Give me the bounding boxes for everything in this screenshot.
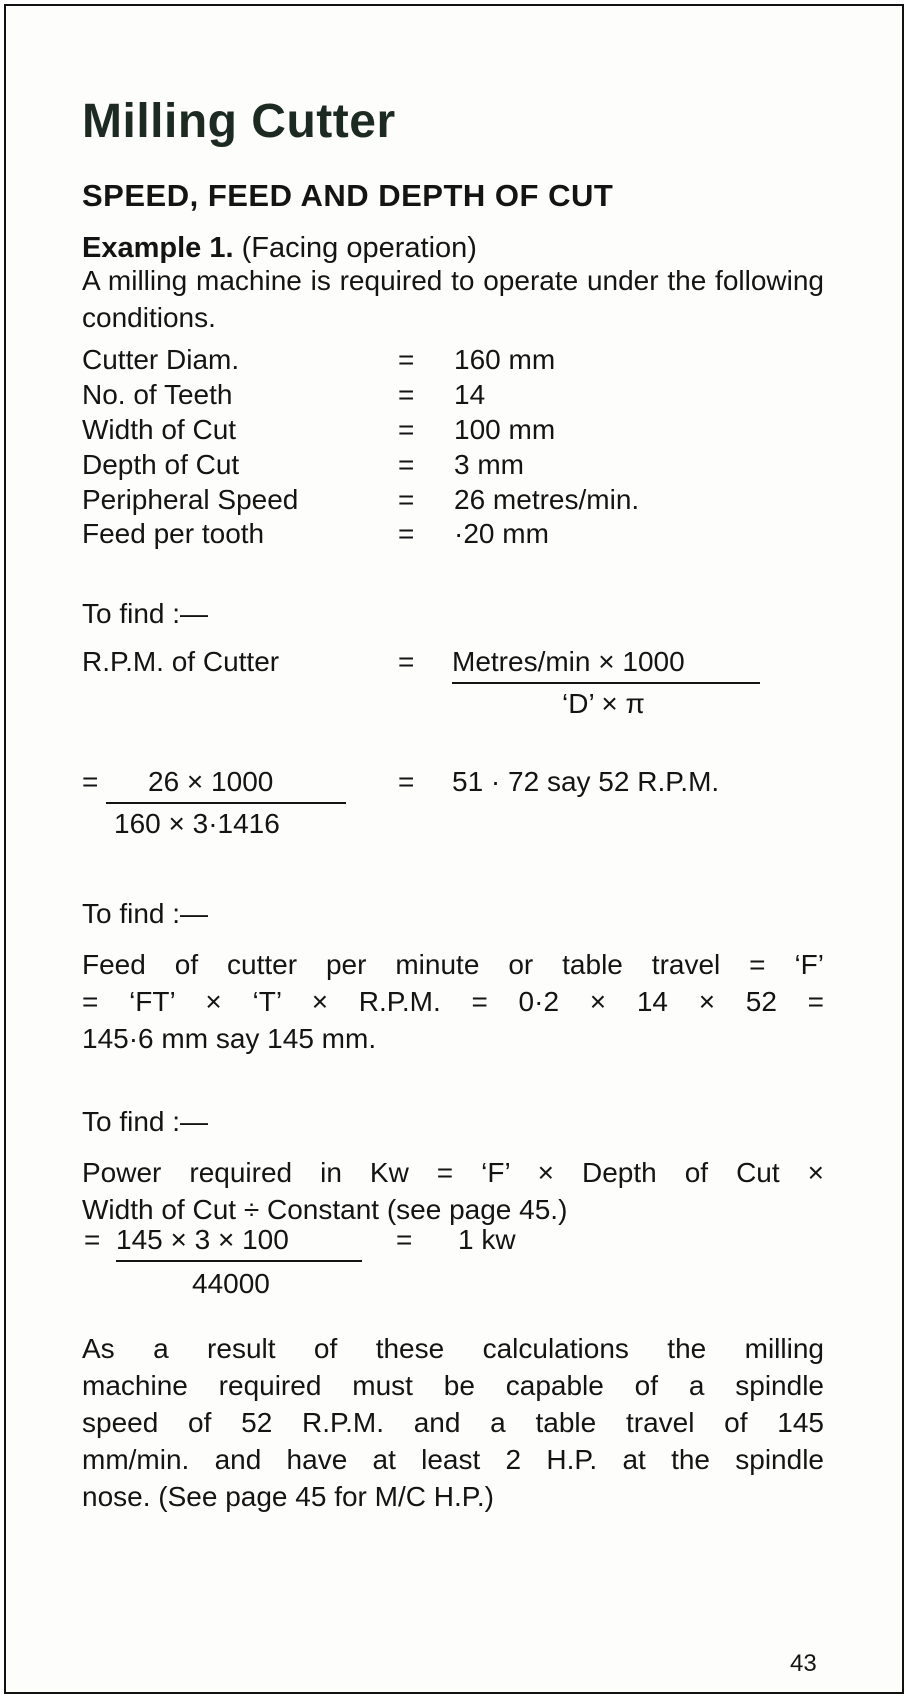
condition-label: Width of Cut [82, 414, 237, 445]
conclusion-line: mm/min. and have at least 2 H.P. at the spindle [82, 1444, 824, 1475]
calc-denominator: 160 × 3·1416 [114, 808, 280, 839]
calc-equals: = [82, 766, 99, 797]
condition-value: ·20 mm [454, 518, 549, 549]
conclusion-line: As a result of these calculations the milling [82, 1333, 824, 1364]
fraction-bar [116, 1260, 362, 1262]
condition-value: 160 mm [454, 344, 556, 375]
example-label: Example 1. [82, 232, 234, 264]
intro-paragraph: A milling machine is required to operate under the following conditions. [82, 265, 824, 333]
conclusion-line: machine required must be capable of a spindle [82, 1370, 824, 1401]
condition-value: 14 [454, 379, 486, 410]
power-result: 1 kw [458, 1224, 516, 1255]
condition-value: 100 mm [454, 414, 556, 445]
power-denominator: 44000 [192, 1268, 270, 1299]
condition-equals: = [398, 449, 415, 480]
rpm-label: R.P.M. of Cutter [82, 646, 280, 677]
power-equals: = [84, 1224, 101, 1255]
condition-label: Peripheral Speed [82, 484, 299, 515]
condition-value: 26 metres/min. [454, 484, 640, 515]
power-line: Power required in Kw = ‘F’ × Depth of Cut × [82, 1157, 824, 1188]
condition-label: Feed per tooth [82, 518, 265, 549]
feed-line: Feed of cutter per minute or table travel = ‘F’ [82, 949, 824, 980]
power-result-equals: = [396, 1224, 413, 1255]
fraction-bar [452, 682, 760, 684]
section-heading: SPEED, FEED AND DEPTH OF CUT [82, 178, 614, 213]
book-page [4, 4, 904, 1694]
condition-equals: = [398, 379, 415, 410]
calc-result: 51 · 72 say 52 R.P.M. [452, 766, 720, 797]
page-number: 43 [790, 1650, 817, 1677]
rpm-equals: = [398, 646, 415, 677]
condition-value: 3 mm [454, 449, 524, 480]
to-find-label: To find :— [82, 898, 209, 929]
rpm-numerator: Metres/min × 1000 [452, 646, 685, 677]
condition-equals: = [398, 518, 415, 549]
conclusion-line: speed of 52 R.P.M. and a table travel of 145 [82, 1407, 824, 1438]
condition-equals: = [398, 414, 415, 445]
condition-label: Cutter Diam. [82, 344, 240, 375]
conclusion-line: nose. (See page 45 for M/C H.P.) [82, 1481, 494, 1512]
feed-line: = ‘FT’ × ‘T’ × R.P.M. = 0·2 × 14 × 52 = [82, 986, 824, 1017]
feed-line: 145·6 mm say 145 mm. [82, 1023, 377, 1054]
rpm-denominator: ‘D’ × π [562, 688, 645, 719]
condition-equals: = [398, 344, 415, 375]
power-line: Width of Cut ÷ Constant (see page 45.) [82, 1194, 568, 1225]
example-heading [82, 232, 477, 265]
example-note: (Facing operation) [233, 232, 477, 264]
condition-equals: = [398, 484, 415, 515]
to-find-label: To find :— [82, 598, 209, 629]
condition-label: Depth of Cut [82, 449, 240, 480]
to-find-label: To find :— [82, 1106, 209, 1137]
page-title: Milling Cutter [82, 95, 396, 148]
condition-label: No. of Teeth [82, 379, 233, 410]
calc-numerator: 26 × 1000 [148, 766, 274, 797]
calc-result-equals: = [398, 766, 415, 797]
power-numerator: 145 × 3 × 100 [116, 1224, 289, 1255]
fraction-bar [106, 802, 346, 804]
